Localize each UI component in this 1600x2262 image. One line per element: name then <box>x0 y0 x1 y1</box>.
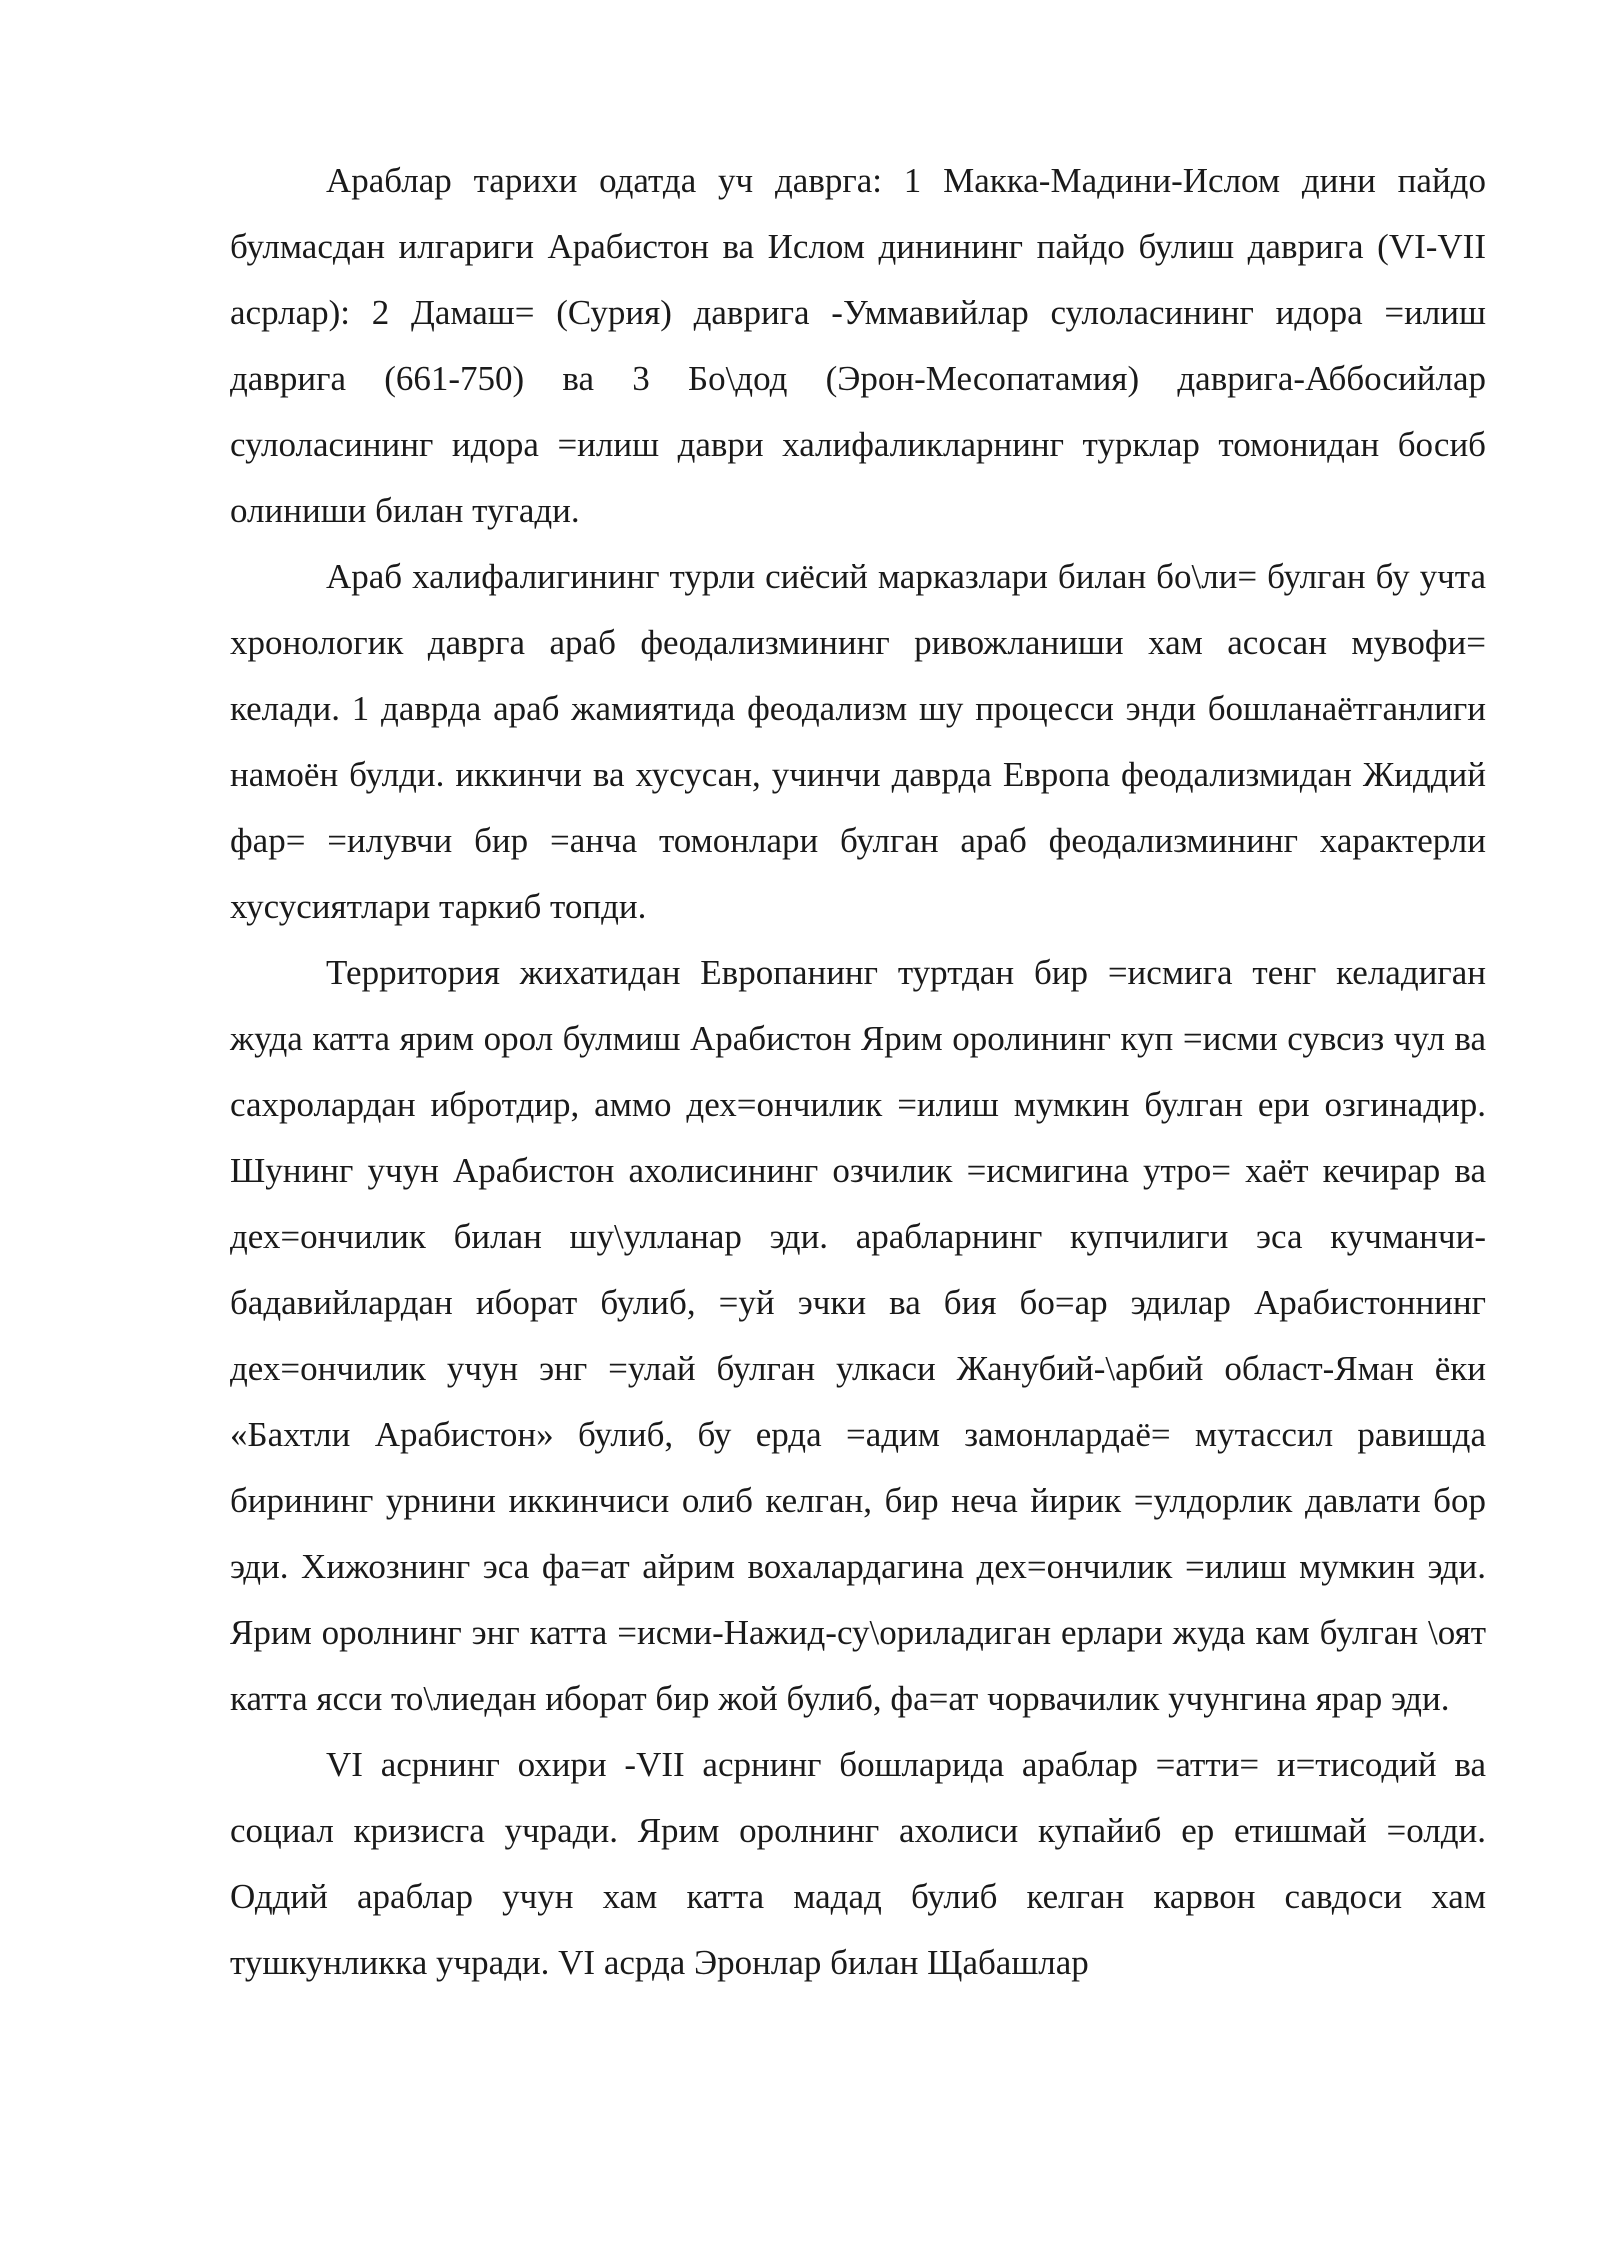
paragraph-4: VI асрнинг охири -VII асрнинг бошларида араблар =атти= и=тисодий ва социал кризисга учради. Ярим оролнинг ахолиси купайиб ер етишмай =олди. Оддий араблар учун хам катта мадад булиб келган карвон савдоси хам тушкунликка учради. VI асрда Эронлар билан Щабашлар <box>230 1745 1486 1982</box>
document-page <box>230 148 1486 1996</box>
paragraph-3: Территория жихатидан Европанинг туртдан бир =исмига тенг келадиган жуда катта ярим орол булмиш Арабистон Ярим оролининг куп =исми сувсиз чул ва сахролардан ибротдир, аммо дех=ончилик =илиш мумкин булган ери озгинадир. Шунинг учун Арабистон ахолисининг озчилик =исмигина утро= хаёт кечирар ва дех=ончилик билан шу\улланар эди. арабларнинг купчилиги эса кучманчи-бадавийлардан иборат булиб, =уй эчки ва бия бо=ар эдилар Арабистоннинг дех=ончилик учун энг =улай булган улкаси Жанубий-\арбий област-Яман ёки «Бахтли Арабистон» булиб, бу ерда =адим замонлардаё= мутассил равишда бирининг урнини иккинчиси олиб келган, бир неча йирик =улдорлик давлати бор эди. Хижознинг эса фа=ат айрим вохалардагина дех=ончилик =илиш мумкин эди. Ярим оролнинг энг катта =исми-Нажид-су\ориладиган ерлари жуда кам булган \оят катта ясси то\лиедан иборат бир жой булиб, фа=ат чорвачилик учунгина ярар эди. <box>230 953 1486 1718</box>
paragraph-2: Араб халифалигининг турли сиёсий марказлари билан бо\ли= булган бу учта хронологик даврга араб феодализмининг ривожланиши хам асосан мувофи= келади. 1 даврда араб жамиятида феодализм шу процесси энди бошланаётганлиги намоён булди. иккинчи ва хусусан, учинчи даврда Европа феодализмидан Жиддий фар= =илувчи бир =анча томонлари булган араб феодализмининг характерли хусусиятлари таркиб топди. <box>230 557 1486 926</box>
paragraph-1: Араблар тарихи одатда уч даврга: 1 Макка-Мадини-Ислом дини пайдо булмасдан илгариги Арабистон ва Ислом динининг пайдо булиш даврига (VI-VII асрлар): 2 Дамаш= (Сурия) даврига -Уммавийлар сулоласининг идора =илиш даврига (661-750) ва 3 Бо\дод (Эрон-Месопатамия) даврига-Аббосийлар сулоласининг идора =илиш даври халифаликларнинг турклар томонидан босиб олиниши билан тугади. <box>230 161 1486 530</box>
